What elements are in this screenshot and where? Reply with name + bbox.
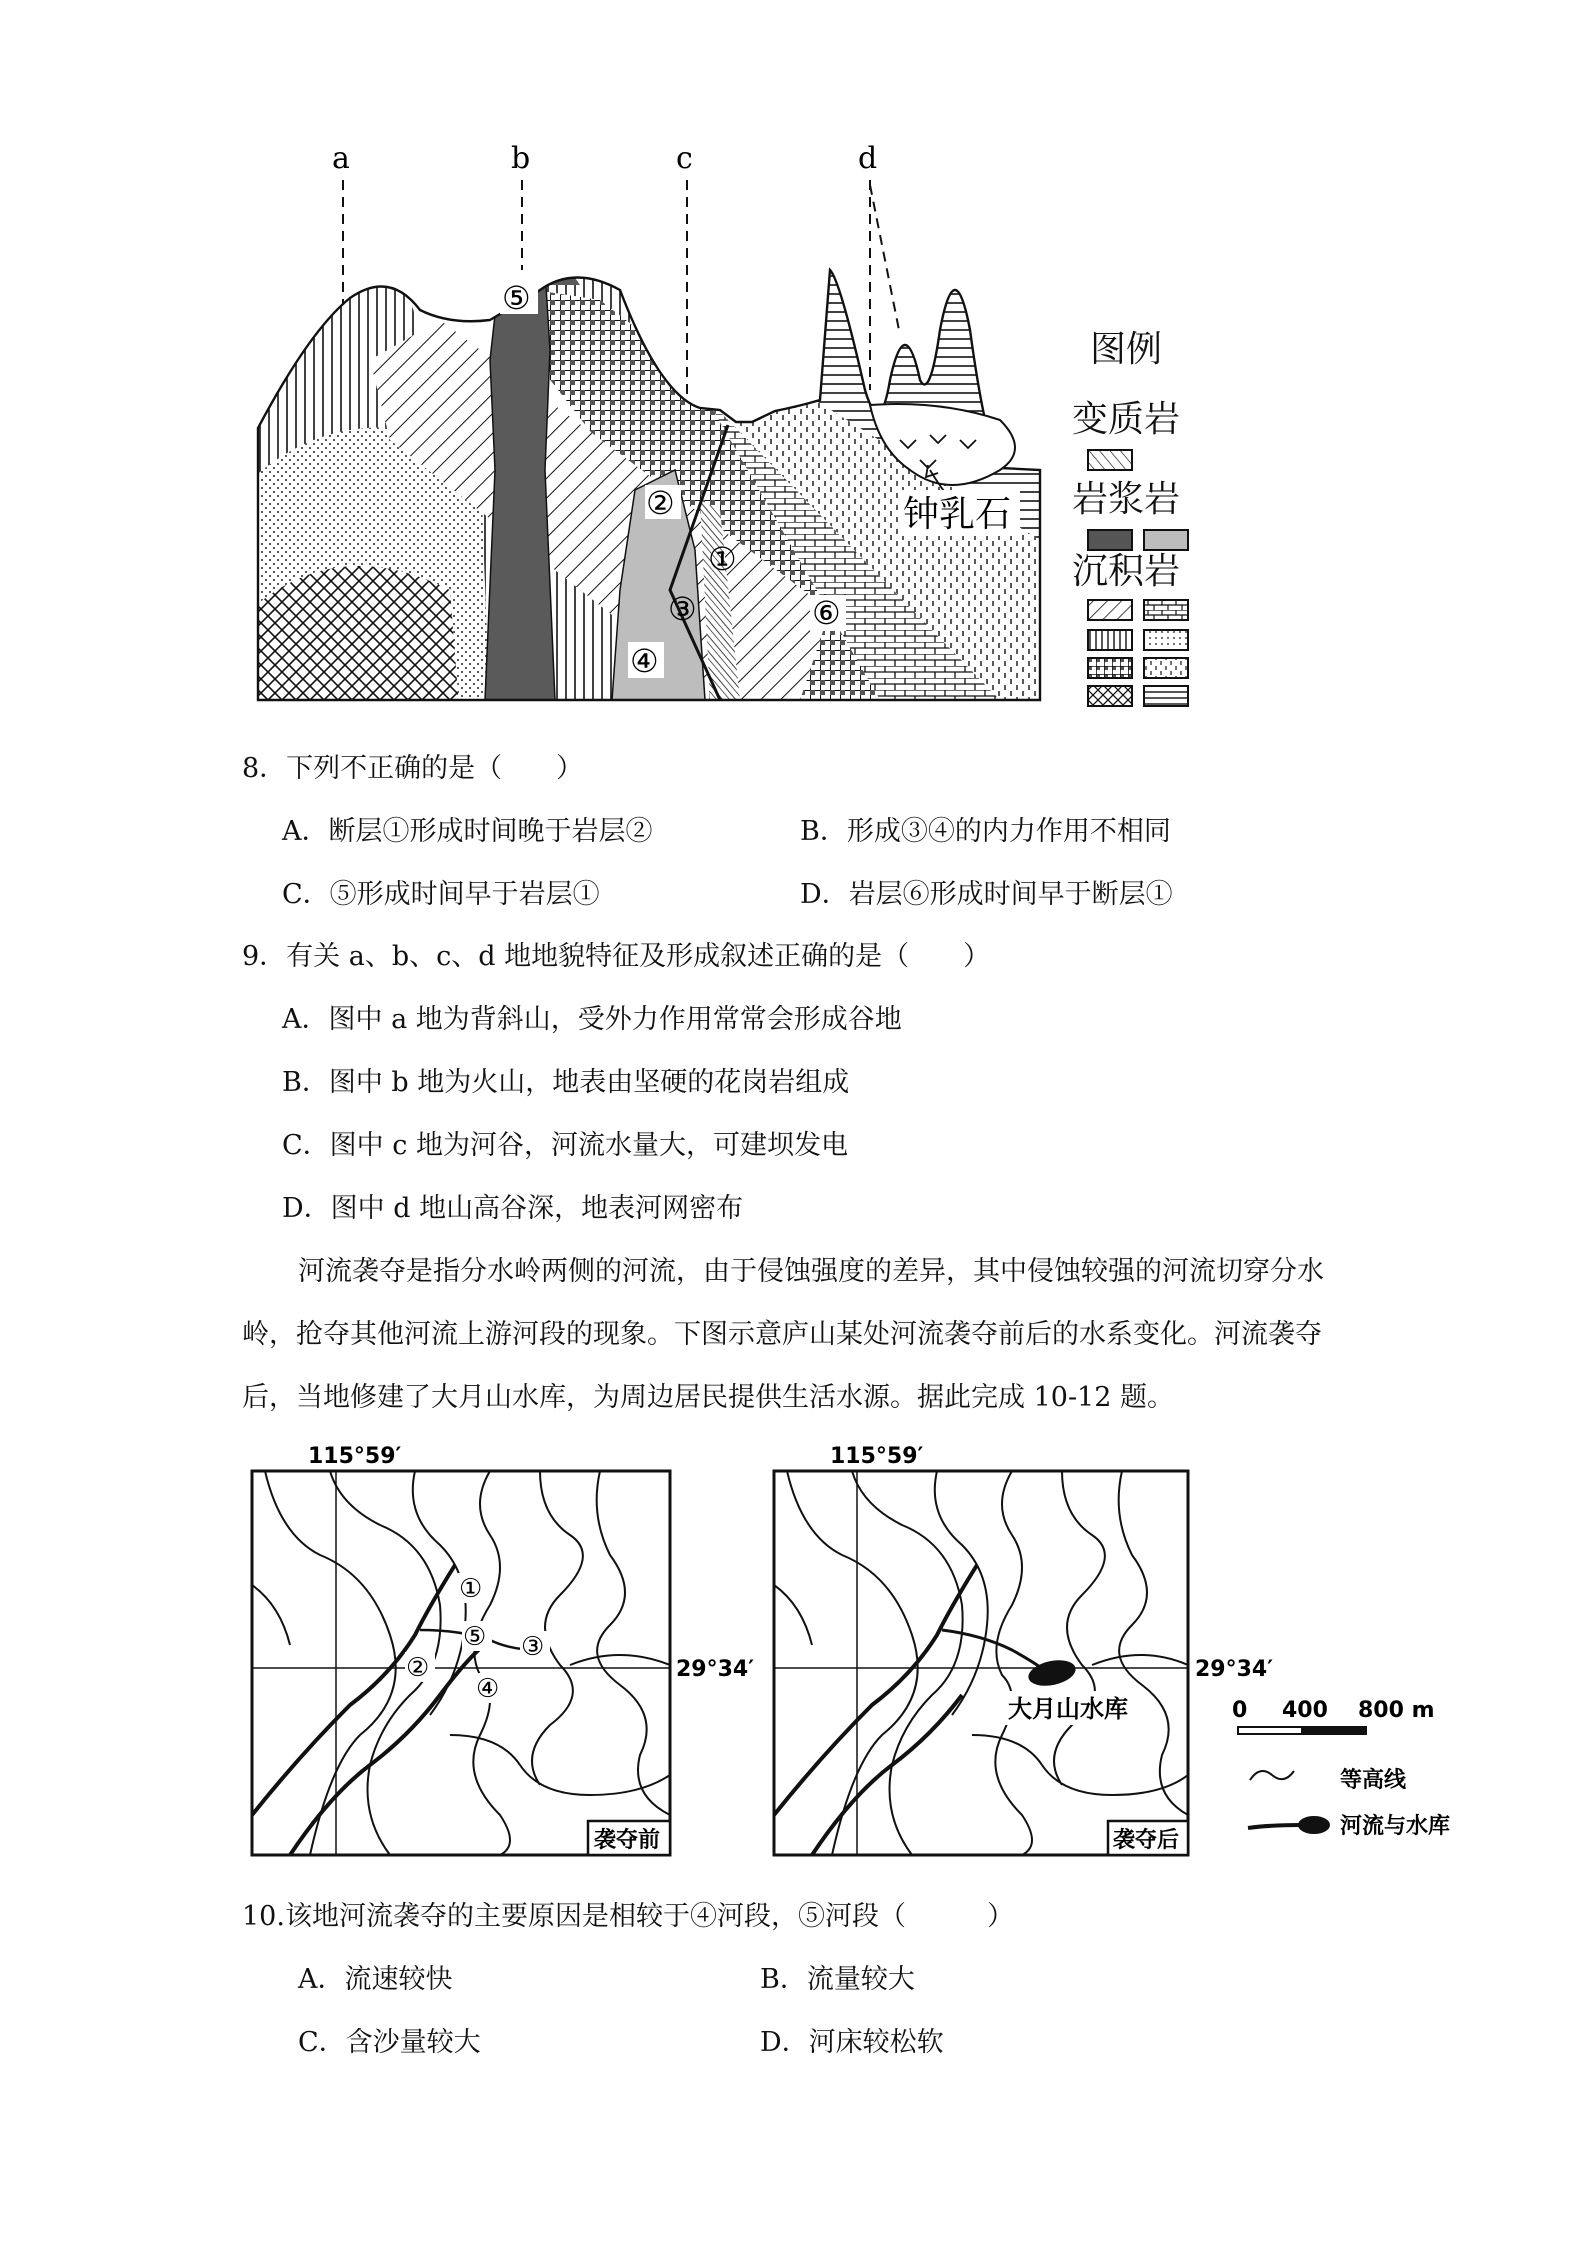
scale-bar (1232, 1698, 1435, 1734)
q10-stem: 10.该地河流袭夺的主要原因是相较于④河段，⑤河段（ ） (242, 1901, 1014, 1932)
legend-contour-label: 等高线 (1340, 1768, 1407, 1793)
q9-option-b[interactable]: B．图中 b 地为火山，地表由坚硬的花岗岩组成 (282, 1067, 850, 1098)
map1-caption: 袭夺前 (594, 1828, 661, 1853)
reservoir-label: 大月山水库 (1008, 1695, 1128, 1723)
label-2: ② (646, 484, 675, 522)
stalactite-label: 钟乳石 (903, 494, 1012, 535)
q8-option-b[interactable]: B．形成③④的内力作用不相同 (800, 816, 1171, 847)
map1-label-2: ② (406, 1653, 430, 1683)
label-1: ① (708, 540, 737, 578)
label-3: ③ (668, 590, 697, 628)
passage-line-3: 后，当地修建了大月山水库，为周边居民提供生活水源。据此完成 10-12 题。 (242, 1382, 1174, 1413)
label-c: c (676, 141, 693, 176)
map1-label-4: ④ (476, 1674, 500, 1704)
map1-label-5: ⑤ (463, 1622, 487, 1652)
label-a: a (332, 141, 350, 176)
q10-option-a[interactable]: A．流速较快 (298, 1964, 453, 1995)
contour-legend-icon (1250, 1771, 1294, 1780)
river-legend-icon (1248, 1825, 1300, 1828)
scale-400: 400 (1282, 1698, 1328, 1723)
label-5: ⑤ (502, 279, 531, 317)
legend-metamorphic-label: 变质岩 (1072, 399, 1181, 440)
label-b: b (511, 141, 531, 176)
map2-latitude: 29°34′ (1195, 1657, 1274, 1682)
map1-label-1: ① (459, 1574, 483, 1604)
scale-800: 800 m (1358, 1698, 1435, 1723)
map1-latitude: 29°34′ (676, 1657, 755, 1682)
legend-igneous-label: 岩浆岩 (1072, 479, 1181, 520)
passage-line-2: 岭，抢夺其他河流上游河段的现象。下图示意庐山某处河流袭夺前后的水系变化。河流袭夺 (242, 1319, 1322, 1350)
label-4: ④ (630, 642, 659, 680)
figure1-legend (1070, 330, 1210, 710)
map2-longitude: 115°59′ (830, 1444, 924, 1469)
scale-0: 0 (1232, 1698, 1248, 1723)
legend-river-label: 河流与水库 (1340, 1814, 1451, 1839)
q10-option-d[interactable]: D．河床较松软 (760, 2027, 944, 2058)
q10-option-b[interactable]: B．流量较大 (760, 1964, 915, 1995)
legend-title: 图例 (1090, 329, 1163, 370)
q9-option-d[interactable]: D．图中 d 地山高谷深，地表河网密布 (282, 1193, 744, 1224)
guide-line-d2 (870, 185, 900, 335)
map1-label-3: ③ (521, 1632, 545, 1662)
label-6: ⑥ (812, 594, 841, 632)
q8-option-a[interactable]: A．断层①形成时间晚于岩层② (282, 816, 653, 847)
q8-stem: 8．下列不正确的是（ ） (242, 753, 584, 784)
q10-option-c[interactable]: C．含沙量较大 (298, 2027, 481, 2058)
map-before (252, 1444, 670, 1855)
geologic-cross-section (240, 141, 1200, 720)
map1-longitude: 115°59′ (308, 1444, 402, 1469)
q9-option-c[interactable]: C．图中 c 地为河谷，河流水量大，可建坝发电 (282, 1130, 848, 1161)
label-d: d (858, 141, 878, 176)
q8-option-c[interactable]: C．⑤形成时间早于岩层① (282, 879, 600, 910)
q8-option-d[interactable]: D．岩层⑥形成时间早于断层① (800, 879, 1173, 910)
map2-caption: 袭夺后 (1113, 1828, 1180, 1853)
river-capture-maps (240, 1435, 1480, 1875)
q9-stem: 9．有关 a、b、c、d 地地貌特征及形成叙述正确的是（ ） (242, 941, 991, 972)
map-after (774, 1444, 1188, 1855)
passage-line-1: 河流袭夺是指分水岭两侧的河流，由于侵蚀强度的差异，其中侵蚀较强的河流切穿分水 (298, 1256, 1324, 1287)
q9-option-a[interactable]: A．图中 a 地为背斜山，受外力作用常常会形成谷地 (282, 1004, 902, 1035)
legend-sedimentary-label: 沉积岩 (1072, 551, 1181, 592)
